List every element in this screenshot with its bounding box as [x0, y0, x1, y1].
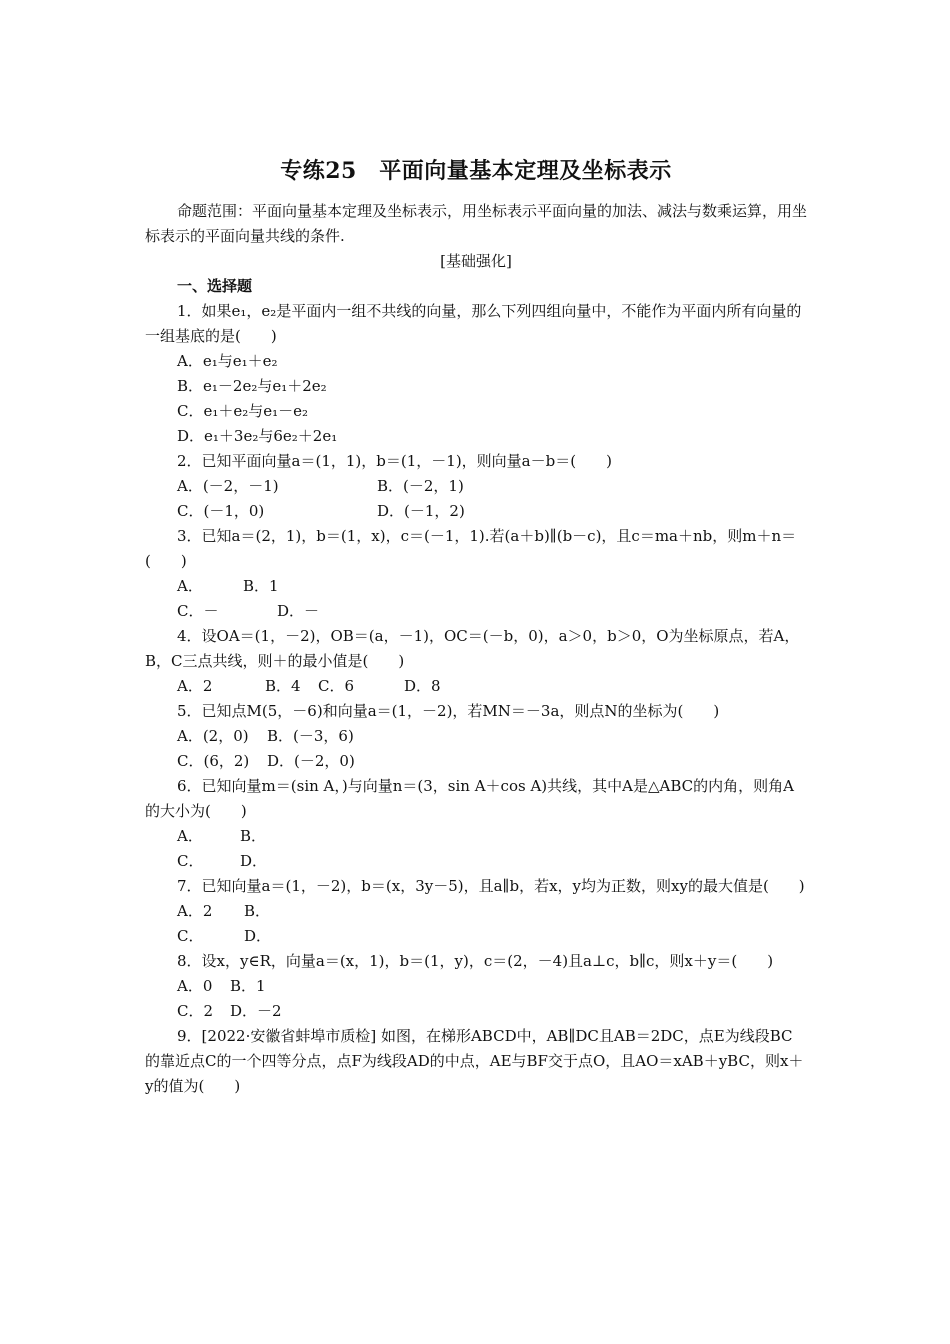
option-d: D．(－2，0) — [267, 752, 355, 770]
option-row — [145, 499, 807, 524]
option-a: A．0 — [177, 977, 213, 995]
option-d: D． — [244, 927, 272, 945]
question-stem: 3．已知a＝(2，1)，b＝(1，x)，c＝(－1，1).若(a＋b)∥(b－c)，且c＝ma＋nb，则m＋n＝( ) — [145, 527, 797, 570]
page-title: 专练25 平面向量基本定理及坐标表示 — [280, 158, 672, 184]
intro-paragraph: 命题范围：平面向量基本定理及坐标表示，用坐标表示平面向量的加法、减法与数乘运算，用坐标表示的平面向量共线的条件. — [145, 202, 808, 245]
option-row — [145, 599, 807, 624]
option-c: C．(－1，0) — [177, 502, 265, 520]
option-d: D．－2 — [230, 1002, 282, 1020]
option-a: A．2 — [177, 902, 213, 920]
section-heading: 一、选择题 — [177, 277, 253, 295]
option-a: A．e₁与e₁＋e₂ — [177, 352, 278, 370]
option-row — [145, 974, 807, 999]
option-d: D． — [240, 852, 268, 870]
option-b: B．(－3，6) — [267, 727, 354, 745]
option-d: D．e₁＋3e₂与6e₂＋2e₁ — [177, 427, 338, 445]
option-d: D．－ — [277, 602, 320, 620]
option-c: C．6 — [318, 677, 355, 695]
option-b: B．1 — [230, 977, 266, 995]
option-row — [145, 999, 807, 1024]
section-tag: [基础强化] — [440, 252, 512, 270]
option-c: C．e₁＋e₂与e₁－e₂ — [177, 402, 309, 420]
option-row — [145, 824, 807, 849]
option-c: C．－ — [177, 602, 219, 620]
option-d: D．(－1，2) — [377, 502, 465, 520]
question-stem: 6．已知向量m＝(sin A，)与向量n＝(3，sin A＋cos A)共线，其中A是△ABC的内角，则角A的大小为( ) — [145, 777, 794, 820]
option-b: B． — [240, 827, 267, 845]
question-stem: 4．设OA＝(1，－2)，OB＝(a，－1)，OC＝(－b，0)，a＞0，b＞0，O为坐标原点，若A，B，C三点共线，则＋的最小值是( ) — [145, 627, 800, 670]
question-stem: 2．已知平面向量a＝(1，1)，b＝(1，－1)，则向量a－b＝( ) — [177, 452, 612, 470]
option-a: A．2 — [177, 677, 213, 695]
option-row — [145, 574, 807, 599]
option-a: A．(2，0) — [177, 727, 249, 745]
question-stem: 9．[2022·安徽省蚌埠市质检] 如图，在梯形ABCD中，AB∥DC且AB＝2DC，点E为线段BC的靠近点C的一个四等分点，点F为线段AD的中点，AE与BF交于点O，且AO＝xAB＋yBC，则x＋y的值为( ) — [145, 1027, 804, 1095]
option-a: A． — [177, 827, 203, 845]
option-row — [145, 924, 807, 949]
option-c: C． — [177, 852, 204, 870]
option-a: A． — [177, 577, 203, 595]
question-stem: 7．已知向量a＝(1，－2)，b＝(x，3y－5)，且a∥b，若x，y均为正数，则xy的最大值是( ) — [177, 877, 805, 895]
option-b: B．(－2，1) — [377, 477, 464, 495]
option-d: D．8 — [404, 677, 441, 695]
option-c: C．(6，2) — [177, 752, 250, 770]
option-row — [145, 749, 807, 774]
option-row — [145, 474, 807, 499]
option-row — [145, 674, 807, 699]
question-stem: 8．设x，y∈R，向量a＝(x，1)，b＝(1，y)，c＝(2，－4)且a⊥c，b∥c，则x＋y＝( ) — [177, 952, 774, 970]
option-a: A．(－2，－1) — [177, 477, 279, 495]
option-b: B．4 — [265, 677, 301, 695]
option-c: C．2 — [177, 1002, 214, 1020]
option-b: B．e₁－2e₂与e₁＋2e₂ — [177, 377, 327, 395]
option-row — [145, 724, 807, 749]
question-stem: 1．如果e₁，e₂是平面内一组不共线的向量，那么下列四组向量中，不能作为平面内所有向量的一组基底的是( ) — [145, 302, 802, 345]
option-row — [145, 899, 807, 924]
question-stem: 5．已知点M(5，－6)和向量a＝(1，－2)，若MN＝－3a，则点N的坐标为( ) — [177, 702, 720, 720]
option-b: B．1 — [243, 577, 279, 595]
option-row — [145, 849, 807, 874]
page — [145, 150, 807, 1099]
option-b: B． — [244, 902, 271, 920]
option-c: C． — [177, 927, 204, 945]
